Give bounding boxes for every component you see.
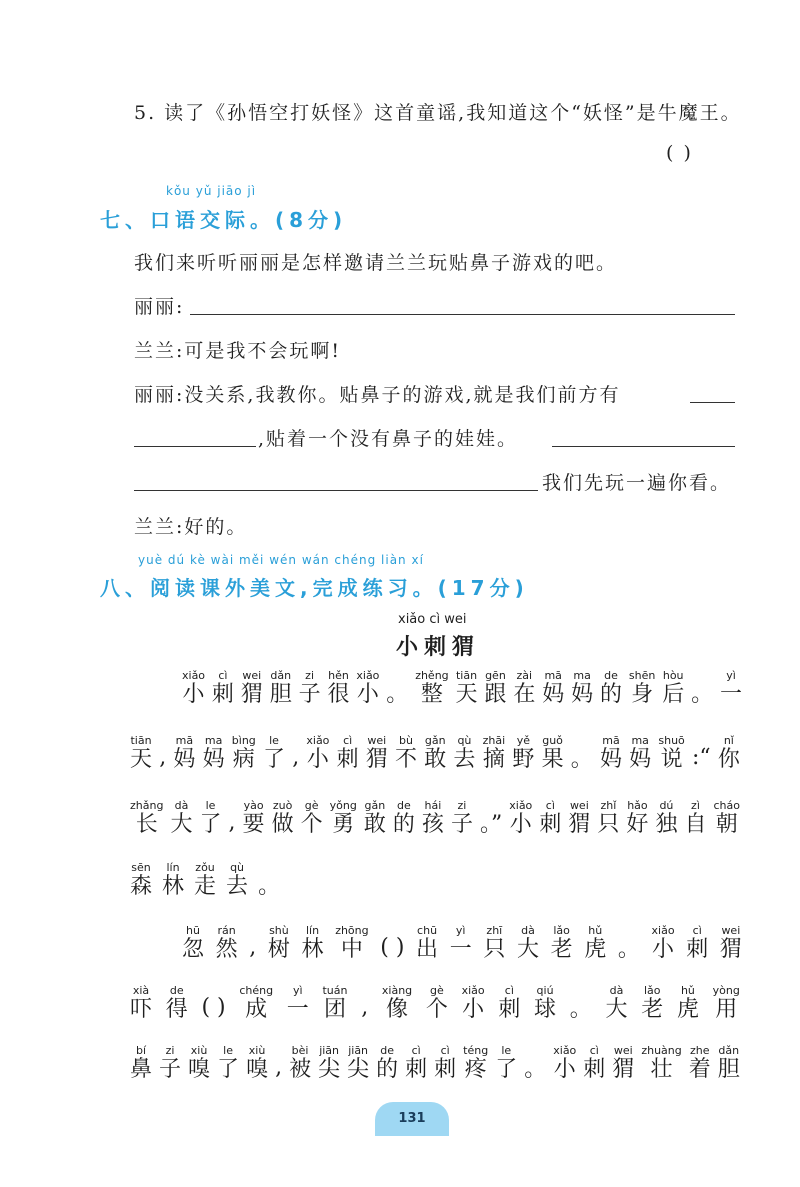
passage-char: 后hòu	[662, 669, 685, 707]
passage-char: 得de	[165, 984, 188, 1022]
passage-line	[130, 1045, 740, 1083]
passage-pinyin	[524, 1044, 546, 1057]
passage-char: 不bù	[395, 734, 418, 772]
passage-char: ( )	[380, 925, 404, 963]
passage-pinyin: gēn	[484, 669, 507, 682]
passage-char: 嗅xiù	[188, 1044, 211, 1082]
passage-pinyin: cì	[405, 1044, 428, 1057]
passage-char: 的de	[376, 1044, 399, 1082]
passage-pinyin: ma	[571, 669, 594, 682]
passage-pinyin: wei	[612, 1044, 635, 1057]
passage-pinyin	[380, 924, 404, 937]
passage-char: 大dà	[516, 924, 539, 962]
story-title: 小刺猬	[396, 634, 481, 660]
passage-char: 着zhe	[688, 1044, 711, 1082]
passage-pinyin: chéng	[239, 984, 274, 997]
passage-pinyin: xiǎo	[461, 984, 485, 997]
passage-pinyin: lǎo	[641, 984, 664, 997]
passage-pinyin	[691, 669, 713, 682]
passage-pinyin: zi	[159, 1044, 182, 1057]
passage-char: 妈ma	[571, 669, 594, 707]
passage-pinyin: jiān	[318, 1044, 341, 1057]
passage-char: 。”	[480, 800, 502, 838]
passage-char: 的de	[392, 799, 415, 837]
passage-char: 跟gēn	[484, 669, 507, 707]
answer-line-4[interactable]	[552, 446, 735, 447]
passage-char: 小xiǎo	[553, 1044, 577, 1082]
passage-char: 大dà	[170, 799, 193, 837]
passage-pinyin: zhāi	[482, 734, 506, 747]
passage-char: 林lín	[301, 924, 324, 962]
passage-char: 刺cì	[498, 984, 521, 1022]
passage-pinyin: hǔ	[584, 924, 607, 937]
passage-char: 然rán	[215, 924, 238, 962]
passage-pinyin: lín	[301, 924, 324, 937]
passage-pinyin	[692, 734, 711, 747]
passage-char: 小xiǎo	[356, 669, 380, 707]
passage-pinyin	[618, 924, 640, 937]
passage-char: 刺cì	[539, 799, 562, 837]
passage-pinyin: yòng	[712, 984, 740, 997]
passage-pinyin: mā	[542, 669, 565, 682]
passage-char: 树shù	[267, 924, 290, 962]
passage-char: 。	[571, 735, 593, 773]
passage-char: 很hěn	[327, 669, 350, 707]
passage-char: 猬wei	[612, 1044, 635, 1082]
passage-pinyin	[159, 734, 166, 747]
passage-pinyin: xiù	[188, 1044, 211, 1057]
passage-pinyin: le	[495, 1044, 518, 1057]
passage-char: 天tiān	[455, 669, 478, 707]
passage-line	[130, 862, 740, 900]
passage-char: 刺cì	[211, 669, 234, 707]
passage-pinyin	[249, 924, 256, 937]
passage-pinyin: zi	[450, 799, 473, 812]
passage-char: 成chéng	[239, 984, 274, 1022]
passage-pinyin: sēn	[130, 861, 153, 874]
passage-pinyin: shuō	[658, 734, 685, 747]
passage-char: 走zǒu	[194, 861, 217, 899]
passage-char: 做zuò	[271, 799, 294, 837]
passage-char: 妈mā	[599, 734, 622, 772]
passage-pinyin	[386, 669, 408, 682]
passage-char: 子zi	[450, 799, 473, 837]
passage-char: 虎hǔ	[584, 924, 607, 962]
passage-char: ,	[249, 925, 256, 963]
dialog-lili-2: 丽丽:没关系,我教你。贴鼻子的游戏,就是我们前方有	[134, 384, 621, 406]
passage-char: ,	[275, 1045, 282, 1083]
passage-char: 在zài	[513, 669, 536, 707]
passage-char: 刺cì	[434, 1044, 457, 1082]
passage-line	[182, 925, 742, 963]
passage-pinyin: dà	[605, 984, 628, 997]
section7-pinyin: kǒu yǔ jiāo jì	[166, 184, 257, 198]
passage-char: 壮zhuàng	[641, 1044, 682, 1082]
passage-char: 个gè	[300, 799, 323, 837]
passage-pinyin: wei	[240, 669, 263, 682]
passage-pinyin: nǐ	[717, 734, 740, 747]
passage-pinyin: xiàng	[381, 984, 413, 997]
passage-pinyin: bí	[130, 1044, 153, 1057]
passage-char: :“	[692, 735, 711, 773]
passage-pinyin: zi	[298, 669, 321, 682]
passage-char: 。	[524, 1045, 546, 1083]
passage-pinyin: zhǎng	[130, 799, 164, 812]
dialog-lanlan-2: 兰兰:好的。	[134, 516, 248, 538]
passage-char: 一yì	[449, 924, 472, 962]
passage-pinyin: cháo	[713, 799, 740, 812]
passage-pinyin: le	[217, 1044, 240, 1057]
passage-pinyin: de	[376, 1044, 399, 1057]
section8-title: 八、阅读课外美文,完成练习。(17分)	[100, 576, 529, 600]
passage-pinyin: tuán	[322, 984, 348, 997]
passage-pinyin: tiān	[130, 734, 152, 747]
passage-char: 一yì	[286, 984, 309, 1022]
passage-pinyin	[275, 1044, 282, 1057]
dialog-lili-4: 我们先玩一遍你看。	[542, 472, 732, 494]
passage-char: 胆dǎn	[269, 669, 292, 707]
passage-pinyin: zhǐ	[597, 799, 620, 812]
page-number: 131	[375, 1102, 449, 1136]
passage-pinyin: wei	[365, 734, 388, 747]
passage-pinyin: cì	[539, 799, 562, 812]
answer-line-2[interactable]	[690, 402, 735, 403]
passage-pinyin	[361, 984, 368, 997]
passage-char: 大dà	[605, 984, 628, 1022]
passage-char: 说shuō	[658, 734, 685, 772]
passage-pinyin: cì	[211, 669, 234, 682]
answer-paren: ( )	[666, 142, 693, 164]
passage-char: 被bèi	[289, 1044, 312, 1082]
passage-char: 好hǎo	[626, 799, 649, 837]
passage-pinyin: zǒu	[194, 861, 217, 874]
passage-pinyin	[570, 984, 592, 997]
passage-char: 刺cì	[583, 1044, 606, 1082]
passage-char: 勇yǒng	[329, 799, 357, 837]
passage-char: 果guǒ	[541, 734, 564, 772]
passage-char: 野yě	[512, 734, 535, 772]
passage-pinyin: ma	[202, 734, 225, 747]
passage-char: 吓xià	[130, 984, 153, 1022]
passage-char: 只zhī	[483, 924, 506, 962]
passage-char: 用yòng	[712, 984, 740, 1022]
passage-char: 。	[258, 862, 280, 900]
passage-pinyin	[258, 861, 280, 874]
answer-line-5[interactable]	[134, 490, 538, 491]
passage-pinyin: lǎo	[550, 924, 573, 937]
passage-char: 球qiú	[534, 984, 557, 1022]
passage-char: 团tuán	[322, 984, 348, 1022]
passage-char: 敢gǎn	[424, 734, 447, 772]
passage-char: 病bìng	[231, 734, 256, 772]
passage-pinyin: téng	[463, 1044, 489, 1057]
passage-char: 尖jiān	[318, 1044, 341, 1082]
passage-pinyin: cì	[583, 1044, 606, 1057]
answer-line-1[interactable]	[190, 314, 735, 315]
passage-pinyin: hū	[182, 924, 205, 937]
passage-pinyin: xiǎo	[182, 669, 206, 682]
passage-char: ,	[229, 800, 236, 838]
passage-char: 猬wei	[719, 924, 742, 962]
passage-pinyin: shēn	[628, 669, 656, 682]
passage-pinyin: ma	[629, 734, 652, 747]
passage-pinyin: yǒng	[329, 799, 357, 812]
passage-line	[130, 735, 740, 773]
passage-char: 去qù	[453, 734, 476, 772]
passage-pinyin: de	[165, 984, 188, 997]
question-5-text: 5. 读了《孙悟空打妖怪》这首童谣,我知道这个“妖怪”是牛魔王。	[134, 102, 742, 124]
passage-pinyin: qiú	[534, 984, 557, 997]
section7-intro: 我们来听听丽丽是怎样邀请兰兰玩贴鼻子游戏的吧。	[134, 252, 618, 274]
passage-pinyin: bù	[395, 734, 418, 747]
passage-line	[130, 985, 740, 1023]
passage-char: 长zhǎng	[130, 799, 164, 837]
passage-pinyin: gè	[425, 984, 448, 997]
passage-char: 小xiǎo	[182, 669, 206, 707]
passage-char: 。	[386, 670, 408, 708]
passage-pinyin: zhōng	[335, 924, 369, 937]
passage-char: 一yì	[719, 669, 742, 707]
passage-char: 刺cì	[336, 734, 359, 772]
passage-char: 了le	[217, 1044, 240, 1082]
passage-char: 忽hū	[182, 924, 205, 962]
passage-char: 只zhǐ	[597, 799, 620, 837]
passage-char: 要yào	[242, 799, 265, 837]
passage-pinyin: dǎn	[717, 1044, 740, 1057]
passage-pinyin: de	[392, 799, 415, 812]
passage-char: 老lǎo	[641, 984, 664, 1022]
passage-pinyin	[229, 799, 236, 812]
passage-char: ,	[159, 735, 166, 773]
passage-pinyin: qù	[226, 861, 249, 874]
passage-pinyin: wei	[719, 924, 742, 937]
passage-pinyin: cì	[336, 734, 359, 747]
passage-pinyin: dú	[655, 799, 678, 812]
passage-pinyin: zhī	[483, 924, 506, 937]
passage-char: 了le	[495, 1044, 518, 1082]
passage-pinyin: jiān	[347, 1044, 370, 1057]
passage-char: 子zi	[159, 1044, 182, 1082]
passage-pinyin	[571, 734, 593, 747]
passage-char: 尖jiān	[347, 1044, 370, 1082]
passage-pinyin: hòu	[662, 669, 685, 682]
passage-char: 森sēn	[130, 861, 153, 899]
passage-pinyin: xiǎo	[509, 799, 533, 812]
passage-char: 刺cì	[686, 924, 709, 962]
passage-char: ( )	[201, 985, 225, 1023]
passage-pinyin: gè	[300, 799, 323, 812]
passage-pinyin: hǎo	[626, 799, 649, 812]
passage-char: 妈ma	[629, 734, 652, 772]
passage-pinyin: zài	[513, 669, 536, 682]
passage-char: ,	[292, 735, 299, 773]
passage-char: 整zhěng	[415, 669, 449, 707]
passage-pinyin: hái	[421, 799, 444, 812]
passage-char: 敢gǎn	[363, 799, 386, 837]
passage-char: 胆dǎn	[717, 1044, 740, 1082]
passage-char: 虎hǔ	[676, 984, 699, 1022]
passage-char: 个gè	[425, 984, 448, 1022]
passage-char: 嗅xiù	[246, 1044, 269, 1082]
passage-char: 。	[570, 985, 592, 1023]
passage-char: 老lǎo	[550, 924, 573, 962]
dialog-lili-label: 丽丽:	[134, 296, 185, 318]
passage-char: 疼téng	[463, 1044, 489, 1082]
passage-char: 了le	[262, 734, 285, 772]
passage-pinyin: cì	[686, 924, 709, 937]
passage-char: 小xiǎo	[306, 734, 330, 772]
passage-pinyin: de	[599, 669, 622, 682]
passage-char: 身shēn	[628, 669, 656, 707]
passage-pinyin: cì	[498, 984, 521, 997]
passage-char: 像xiàng	[381, 984, 413, 1022]
passage-char: 小xiǎo	[651, 924, 675, 962]
passage-char: 天tiān	[130, 734, 153, 772]
passage-char: 小xiǎo	[461, 984, 485, 1022]
passage-pinyin: bìng	[231, 734, 256, 747]
passage-pinyin: shù	[267, 924, 290, 937]
passage-pinyin: yào	[242, 799, 265, 812]
passage-pinyin: dà	[170, 799, 193, 812]
passage-line	[130, 800, 740, 838]
passage-char: 自zì	[684, 799, 707, 837]
passage-line	[182, 670, 742, 708]
passage-pinyin: xiǎo	[651, 924, 675, 937]
passage-char: 去qù	[226, 861, 249, 899]
passage-pinyin: zhěng	[415, 669, 449, 682]
passage-char: 林lín	[162, 861, 185, 899]
passage-pinyin: hěn	[327, 669, 350, 682]
section8-pinyin: yuè dú kè wài měi wén wán chéng liàn xí	[138, 553, 424, 567]
passage-pinyin: cì	[434, 1044, 457, 1057]
passage-pinyin: dà	[516, 924, 539, 937]
passage-pinyin: hǔ	[676, 984, 699, 997]
passage-char: 。	[691, 670, 713, 708]
passage-pinyin	[201, 984, 225, 997]
passage-pinyin: xià	[130, 984, 152, 997]
passage-pinyin: yì	[719, 669, 742, 682]
passage-pinyin: tiān	[455, 669, 478, 682]
answer-line-3[interactable]	[134, 446, 256, 447]
passage-pinyin: xiǎo	[356, 669, 380, 682]
passage-pinyin: zhe	[688, 1044, 711, 1057]
passage-pinyin: rán	[215, 924, 238, 937]
section7-title: 七、口语交际。(8分)	[100, 208, 348, 232]
passage-pinyin: xiǎo	[553, 1044, 577, 1057]
passage-char: 妈mā	[173, 734, 196, 772]
passage-pinyin: yě	[512, 734, 535, 747]
passage-char: 猬wei	[240, 669, 263, 707]
passage-pinyin	[292, 734, 299, 747]
passage-pinyin: gǎn	[363, 799, 386, 812]
passage-char: 了le	[199, 799, 222, 837]
passage-pinyin	[480, 799, 502, 812]
passage-char: 鼻bí	[130, 1044, 153, 1082]
passage-char: 中zhōng	[335, 924, 369, 962]
passage-char: 小xiǎo	[509, 799, 533, 837]
passage-pinyin: xiù	[246, 1044, 269, 1057]
passage-char: 独dú	[655, 799, 678, 837]
passage-pinyin: zì	[684, 799, 707, 812]
passage-char: 妈mā	[542, 669, 565, 707]
passage-pinyin: zhuàng	[641, 1044, 682, 1057]
passage-pinyin: yì	[286, 984, 309, 997]
passage-pinyin: mā	[173, 734, 196, 747]
passage-pinyin: guǒ	[541, 734, 564, 747]
passage-pinyin: gǎn	[424, 734, 447, 747]
passage-pinyin: dǎn	[269, 669, 292, 682]
passage-pinyin: le	[262, 734, 285, 747]
story-title-pinyin: xiǎo cì wei	[398, 612, 467, 627]
passage-char: 的de	[599, 669, 622, 707]
passage-char: 你nǐ	[717, 734, 740, 772]
passage-char: ,	[361, 985, 368, 1023]
passage-pinyin: zuò	[271, 799, 294, 812]
passage-char: 。	[618, 925, 640, 963]
passage-pinyin: qù	[453, 734, 476, 747]
passage-char: 朝cháo	[713, 799, 740, 837]
passage-pinyin: chū	[416, 924, 439, 937]
passage-char: 子zi	[298, 669, 321, 707]
passage-char: 刺cì	[405, 1044, 428, 1082]
passage-pinyin: wei	[568, 799, 591, 812]
passage-pinyin: xiǎo	[306, 734, 330, 747]
passage-char: 摘zhāi	[482, 734, 506, 772]
passage-pinyin: lín	[162, 861, 185, 874]
dialog-lili-3: ,贴着一个没有鼻子的娃娃。	[258, 428, 519, 450]
passage-pinyin: yì	[449, 924, 472, 937]
passage-char: 猬wei	[365, 734, 388, 772]
dialog-lanlan-1: 兰兰:可是我不会玩啊!	[134, 340, 342, 362]
passage-pinyin: bèi	[289, 1044, 312, 1057]
passage-char: 妈ma	[202, 734, 225, 772]
passage-pinyin: le	[199, 799, 222, 812]
passage-pinyin: mā	[599, 734, 622, 747]
passage-char: 出chū	[416, 924, 439, 962]
passage-char: 猬wei	[568, 799, 591, 837]
passage-char: 孩hái	[421, 799, 444, 837]
